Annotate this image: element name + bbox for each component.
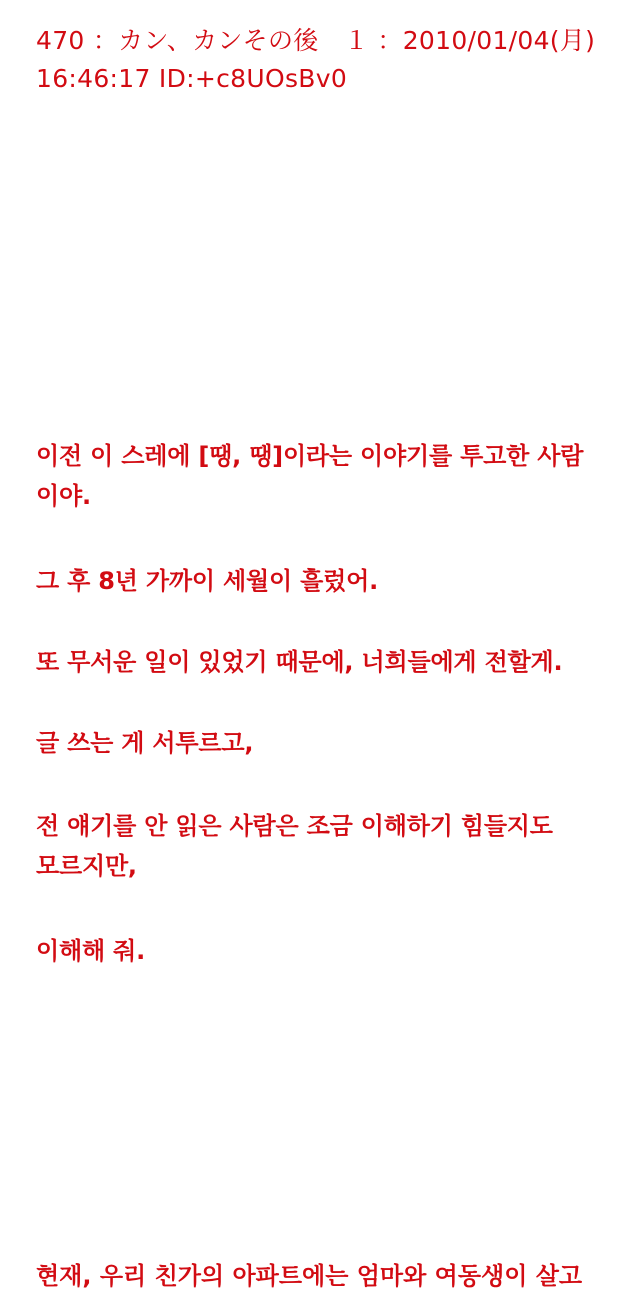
paragraph-4 (36, 723, 626, 763)
paragraph-1-line-2: 이야. (36, 482, 91, 510)
paragraph-5 (36, 806, 626, 886)
paragraph-4-line-1: 글 쓰는 게 서투르고, (36, 729, 254, 757)
post-time-and-id: 16:46:17 ID:+c8UOsBv0 (36, 64, 348, 93)
paragraph-2-line-1: 그 후 8년 가까이 세월이 흘렀어. (36, 567, 379, 595)
paragraph-6 (36, 931, 626, 971)
paragraph-3 (36, 642, 626, 682)
post-header (36, 22, 626, 98)
paragraph-5-line-1: 전 얘기를 안 읽은 사람은 조금 이해하기 힘들지도 (36, 812, 553, 840)
paragraph-7-partial: 현재, 우리 친가의 아파트에는 엄마와 여동생이 살고 (36, 1262, 583, 1290)
paragraph-1 (36, 436, 626, 516)
paragraph-2 (36, 561, 626, 601)
paragraph-6-line-1: 이해해 줘. (36, 937, 146, 965)
post-number-and-date: 470 ：カン、カンその後 １ ：2010/01/04(月) (36, 26, 596, 55)
paragraph-5-line-2: 모르지만, (36, 852, 137, 880)
paragraph-1-line-1: 이전 이 스레에 [땡, 땡]이라는 이야기를 투고한 사람 (36, 442, 584, 470)
paragraph-3-line-1: 또 무서운 일이 있었기 때문에, 너희들에게 전할게. (36, 648, 563, 676)
